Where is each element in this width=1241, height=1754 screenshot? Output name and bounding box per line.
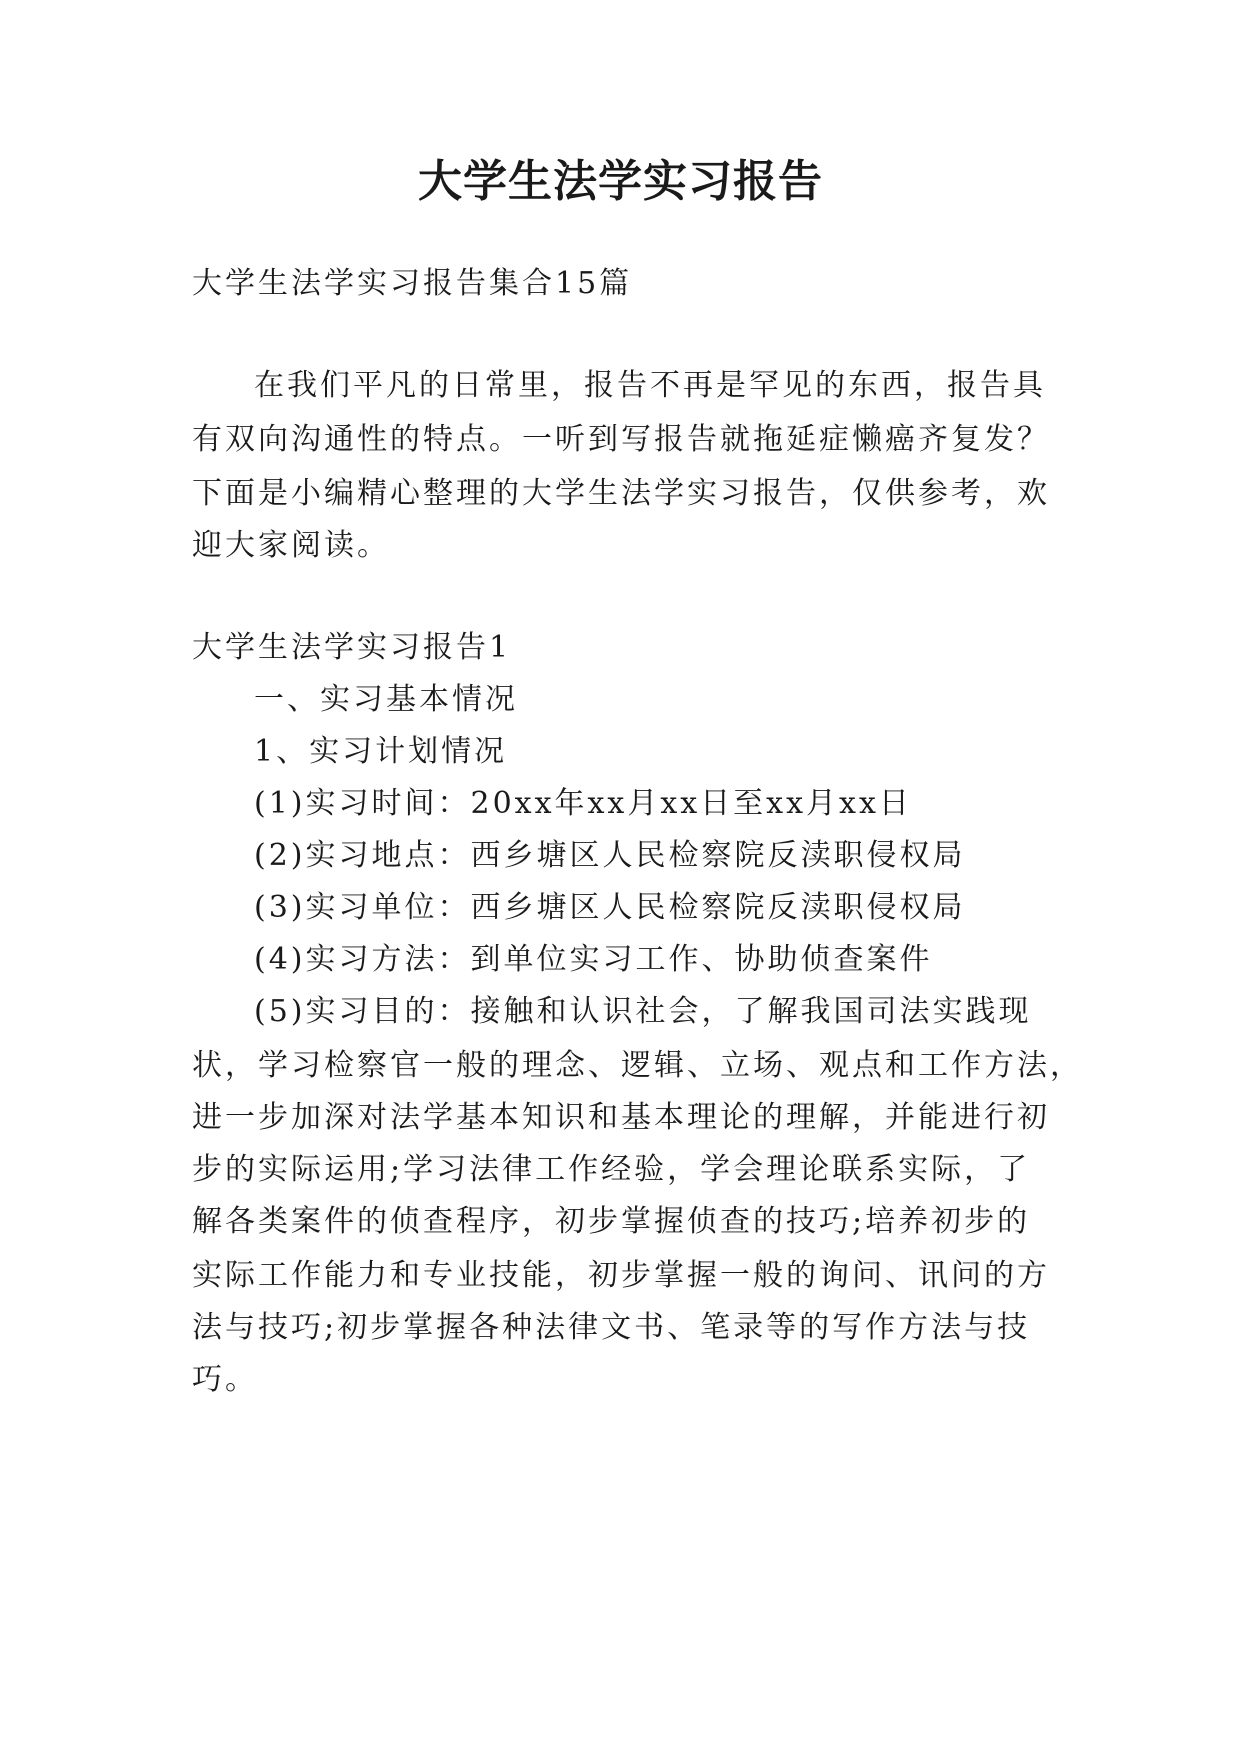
list-item: 一、实习基本情况 xyxy=(254,682,518,717)
purpose-line: 步的实际运用;学习法律工作经验，学会理论联系实际，了 xyxy=(192,1152,1031,1187)
document-title: 大学生法学实习报告 xyxy=(418,156,823,207)
intro-line: 有双向沟通性的特点。一听到写报告就拖延症懒癌齐复发？ xyxy=(192,422,1050,457)
list-item: (3)实习单位：西乡塘区人民检察院反渎职侵权局 xyxy=(254,890,966,925)
list-item: 1、实习计划情况 xyxy=(254,734,508,769)
intro-line: 下面是小编精心整理的大学生法学实习报告，仅供参考，欢 xyxy=(192,476,1050,511)
intro-line: 迎大家阅读。 xyxy=(192,528,390,563)
purpose-line: 实际工作能力和专业技能，初步掌握一般的询问、讯问的方 xyxy=(192,1258,1050,1293)
purpose-line: 法与技巧;初步掌握各种法律文书、笔录等的写作方法与技 xyxy=(192,1310,1031,1345)
section-heading: 大学生法学实习报告1 xyxy=(192,630,512,665)
purpose-line: 进一步加深对法学基本知识和基本理论的理解，并能进行初 xyxy=(192,1100,1050,1135)
purpose-line: 解各类案件的侦查程序，初步掌握侦查的技巧;培养初步的 xyxy=(192,1204,1031,1239)
list-item: (4)实习方法：到单位实习工作、协助侦查案件 xyxy=(254,942,933,977)
document-subtitle: 大学生法学实习报告集合15篇 xyxy=(192,266,633,301)
purpose-line: 状，学习检察官一般的理念、逻辑、立场、观点和工作方法， xyxy=(192,1048,1083,1083)
intro-line: 在我们平凡的日常里，报告不再是罕见的东西，报告具 xyxy=(254,368,1046,403)
list-item: (2)实习地点：西乡塘区人民检察院反渎职侵权局 xyxy=(254,838,966,873)
purpose-line: (5)实习目的：接触和认识社会，了解我国司法实践现 xyxy=(254,994,1032,1029)
list-item: (1)实习时间：20xx年xx月xx日至xx月xx日 xyxy=(254,786,912,821)
purpose-line: 巧。 xyxy=(192,1362,258,1397)
